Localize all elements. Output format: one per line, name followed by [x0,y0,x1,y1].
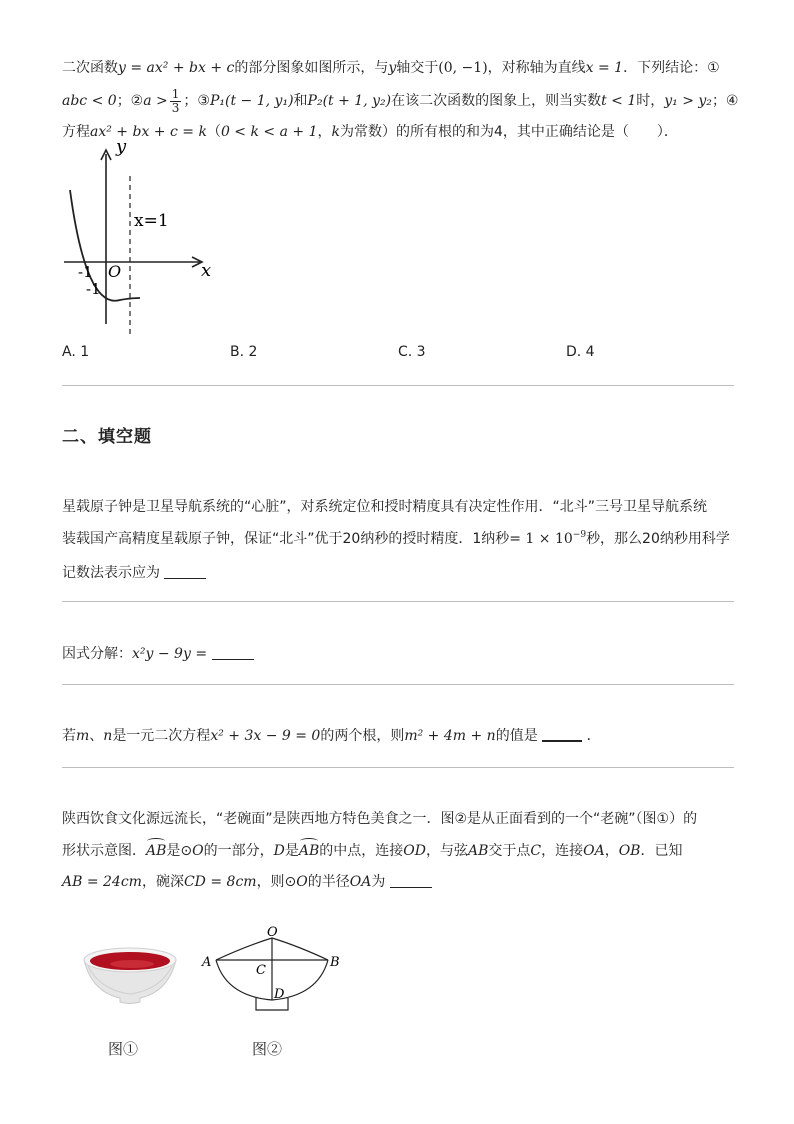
option-a[interactable]: A. 1 [62,344,90,360]
q1-axis: x = 1 [585,60,624,76]
option-b[interactable]: B. 2 [230,344,258,360]
label-d: D [274,987,285,1002]
q1-line1 [62,58,720,78]
q1-result: y₁ > y₂ [664,93,712,109]
figure-1-caption: 图① [108,1040,139,1058]
frac-den: 3 [171,100,180,115]
q4-text: 的值是 [495,728,538,744]
q3-line [62,644,254,664]
q5-text: 形状示意图． [62,843,146,859]
q4-text: 、 [89,728,104,744]
divider [62,767,734,768]
q1-text: 为常数）的所有根的和为4，其中正确结论是（ ）． [339,124,678,140]
q2-line2 [62,529,730,549]
q5-text: ．已知 [640,843,683,859]
q1-k: k [331,124,340,140]
label-b: B [330,955,340,970]
q5-text: 是 [284,843,299,859]
q4-m: m [76,728,90,744]
divider [62,385,734,386]
q1-p1: P₁(t − 1, y₁) [209,93,294,109]
q5-od: OD [403,843,426,859]
q1-function: y = ax² + bx + c [118,60,235,76]
graph-neg-one-y: -1 [86,280,101,298]
q5-text: 的半径 [307,874,350,890]
q5-d: D [273,843,285,859]
q1-text: ；② [116,93,144,109]
q1-text: ；③ [183,93,210,109]
q5-arc-ab: AB [298,843,320,859]
q4-equation: x² + 3x − 9 = 0 [210,728,321,744]
q1-fraction [170,88,182,115]
q5-arc-ab: AB [146,843,167,859]
q1-text: 和 [293,93,308,109]
q5-c: C [530,843,542,859]
q2-math: = 1 × 10 [509,531,573,547]
graph-y-label: y [116,140,127,157]
q1-text: 方程 [62,124,90,140]
q5-text: 的中点，连接 [319,843,404,859]
q4-answer-blank[interactable] [542,726,582,742]
q3-text: 因式分解： [62,646,132,662]
bowl-photo [80,944,180,1006]
q1-text: ， [317,124,332,140]
q3-answer-blank[interactable] [212,645,254,660]
q5-o: O [296,874,308,890]
bowl-diagram [196,924,356,1020]
q2-text: 秒，那么20纳秒用科学 [586,531,730,547]
q1-p2: P₂(t + 1, y₂) [307,93,392,109]
graph-neg-one-x: -1 [78,263,93,281]
q4-text: 的两个根，则 [320,728,405,744]
q5-ab-length: AB = 24cm [62,874,142,890]
label-c: C [256,963,266,978]
q4-text: 若 [62,728,76,744]
q5-cd-length: CD = 8cm [183,874,257,890]
q4-n: n [103,728,113,744]
q5-text: 的一部分， [203,843,274,859]
option-c[interactable]: C. 3 [398,344,426,360]
q4-line [62,726,601,746]
label-o: O [267,925,278,940]
q5-ab: AB [467,843,489,859]
q5-oa: OA [583,843,605,859]
figure-2-caption: 图② [252,1040,283,1058]
label-a: A [202,955,212,970]
q5-text: ，与弦 [425,843,468,859]
q5-line2 [62,841,682,861]
q5-text: 交于点 [488,843,531,859]
divider [62,601,734,602]
bowl-inner-highlight [110,960,154,968]
q1-text: 在该二次函数的图象上，则当实数 [391,93,602,109]
q5-line1: 陕西饮食文化源远流长，“老碗面”是陕西地方特色美食之一．图②是从正面看到的一个“老碗”（图①）的 [62,811,698,827]
q1-conclusion-1: abc < 0 [62,93,117,109]
q1-parabola-graph [60,140,230,340]
q5-answer-blank[interactable] [390,873,432,888]
q5-line3 [62,872,432,892]
q1-cond: t < 1 [601,93,637,109]
q5-ob: OB [618,843,641,859]
q5-text: ，碗深 [141,874,184,890]
q1-text: 二次函数 [62,60,118,76]
q1-text: 的部分图象如图所示，与 [234,60,389,76]
q1-text: ．下列结论：① [623,60,720,76]
q3-expression: x²y − 9y = [132,646,208,662]
section-title: 二、填空题 [62,427,152,447]
q2-answer-blank[interactable] [164,564,206,579]
q2-text: 装载国产高精度星载原子钟，保证“北斗”优于20纳秒的授时精度．1纳秒 [62,531,510,547]
q4-expression: m² + 4m + n [404,728,496,744]
q1-text: 时， [636,93,665,109]
q4-text: ． [586,728,601,744]
q5-text: ， [604,843,619,859]
q5-text: 是⊙ [166,843,193,859]
q1-equation: ax² + bx + c = k [90,124,207,140]
q5-text: ，连接 [541,843,584,859]
q2-exponent: −9 [572,530,587,540]
q1-k-cond: 0 < k < a + 1 [220,124,318,140]
q2-text: 记数法表示应为 [62,565,160,581]
q5-text: ，则⊙ [256,874,297,890]
q1-text: （ [206,124,221,140]
divider [62,684,734,685]
q2-line3 [62,563,206,583]
q5-text: 为 [371,874,386,890]
q1-line2 [62,86,739,116]
q1-text: ；④ [711,93,739,109]
graph-axis-label: x=1 [134,211,169,231]
q1-var: y [388,60,397,76]
q1-point: (0, −1) [438,60,488,76]
graph-origin-label: O [108,262,122,281]
q2-line1: 星载原子钟是卫星导航系统的“心脏”，对系统定位和授时精度具有决定性作用．“北斗”三号卫星导航系统 [62,499,708,515]
frac-num: 1 [171,86,180,101]
q1-line3 [62,122,678,142]
q1-text: ，对称轴为直线 [487,60,586,76]
q4-text: 是一元二次方程 [112,728,211,744]
graph-x-label: x [201,260,212,281]
q5-oa: OA [349,874,372,890]
q5-o: O [192,843,204,859]
q1-text: 轴交于 [396,60,439,76]
q1-conclusion-2: a > [143,93,168,109]
option-d[interactable]: D. 4 [566,344,595,360]
